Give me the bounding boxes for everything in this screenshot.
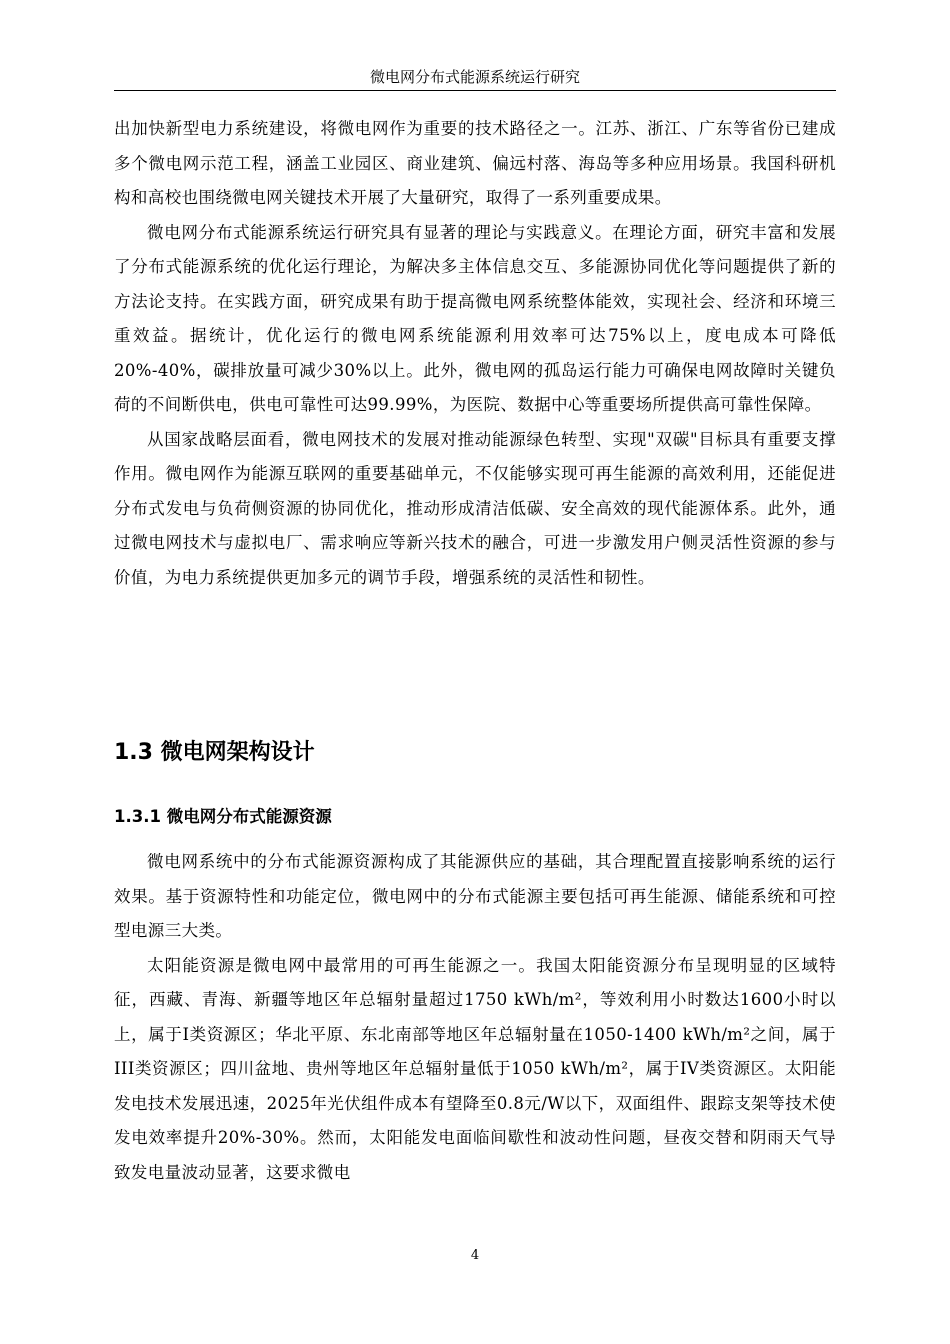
running-header: 微电网分布式能源系统运行研究 <box>369 68 580 86</box>
paragraph-solar: 太阳能资源是微电网中最常用的可再生能源之一。我国太阳能资源分布呈现明显的区域特征，西藏、青海、新疆等地区年总辐射量超过1750 kWh/m²，等效利用小时数达1600小时以上，属于I类资源区；华北平原、东北南部等地区年总辐射量在1050-1400 kWh/m²之间，属于III类资源区；四川盆地、贵州等地区年总辐射量低于1050 kWh/m²，属于IV类资源区。太阳能发电技术发展迅速，2025年光伏组件成本有望降至0.8元/W以下，双面组件、跟踪支架等技术使发电效率提升20%-30%。然而，太阳能发电面临间歇性和波动性问题，昼夜交替和阴雨天气导致发电量波动显著，这要求微电 <box>114 955 836 1182</box>
subsection-heading: 1.3.1 微电网分布式能源资源 <box>114 807 332 826</box>
section-heading: 1.3 微电网架构设计 <box>114 740 315 765</box>
paragraph-continued: 出加快新型电力系统建设，将微电网作为重要的技术路径之一。江苏、浙江、广东等省份已建成多个微电网示范工程，涵盖工业园区、商业建筑、偏远村落、海岛等多种应用场景。我国科研机构和高校也围绕微电网关键技术开展了大量研究，取得了一系列重要成果。 <box>114 119 836 207</box>
header-rule <box>114 90 836 91</box>
paragraph-resources-intro: 微电网系统中的分布式能源资源构成了其能源供应的基础，其合理配置直接影响系统的运行效果。基于资源特性和功能定位，微电网中的分布式能源主要包括可再生能源、储能系统和可控型电源三大类。 <box>114 852 836 940</box>
paragraph-national-strategy: 从国家战略层面看，微电网技术的发展对推动能源绿色转型、实现"双碳"目标具有重要支撑作用。微电网作为能源互联网的重要基础单元，不仅能够实现可再生能源的高效利用，还能促进分布式发电与负荷侧资源的协同优化，推动形成清洁低碳、安全高效的现代能源体系。此外，通过微电网技术与虚拟电厂、需求响应等新兴技术的融合，可进一步激发用户侧灵活性资源的参与价值，为电力系统提供更加多元的调节手段，增强系统的灵活性和韧性。 <box>114 429 836 587</box>
page-number: 4 <box>470 1248 480 1263</box>
body-text-bottom <box>114 845 836 1190</box>
paragraph-significance: 微电网分布式能源系统运行研究具有显著的理论与实践意义。在理论方面，研究丰富和发展了分布式能源系统的优化运行理论，为解决多主体信息交互、多能源协同优化等问题提供了新的方法论支持。在实践方面，研究成果有助于提高微电网系统整体能效，实现社会、经济和环境三重效益。据统计，优化运行的微电网系统能源利用效率可达75%以上，度电成本可降低20%-40%，碳排放量可减少30%以上。此外，微电网的孤岛运行能力可确保电网故障时关键负荷的不间断供电，供电可靠性可达99.99%，为医院、数据中心等重要场所提供高可靠性保障。 <box>114 222 836 414</box>
body-text-top <box>114 112 836 595</box>
